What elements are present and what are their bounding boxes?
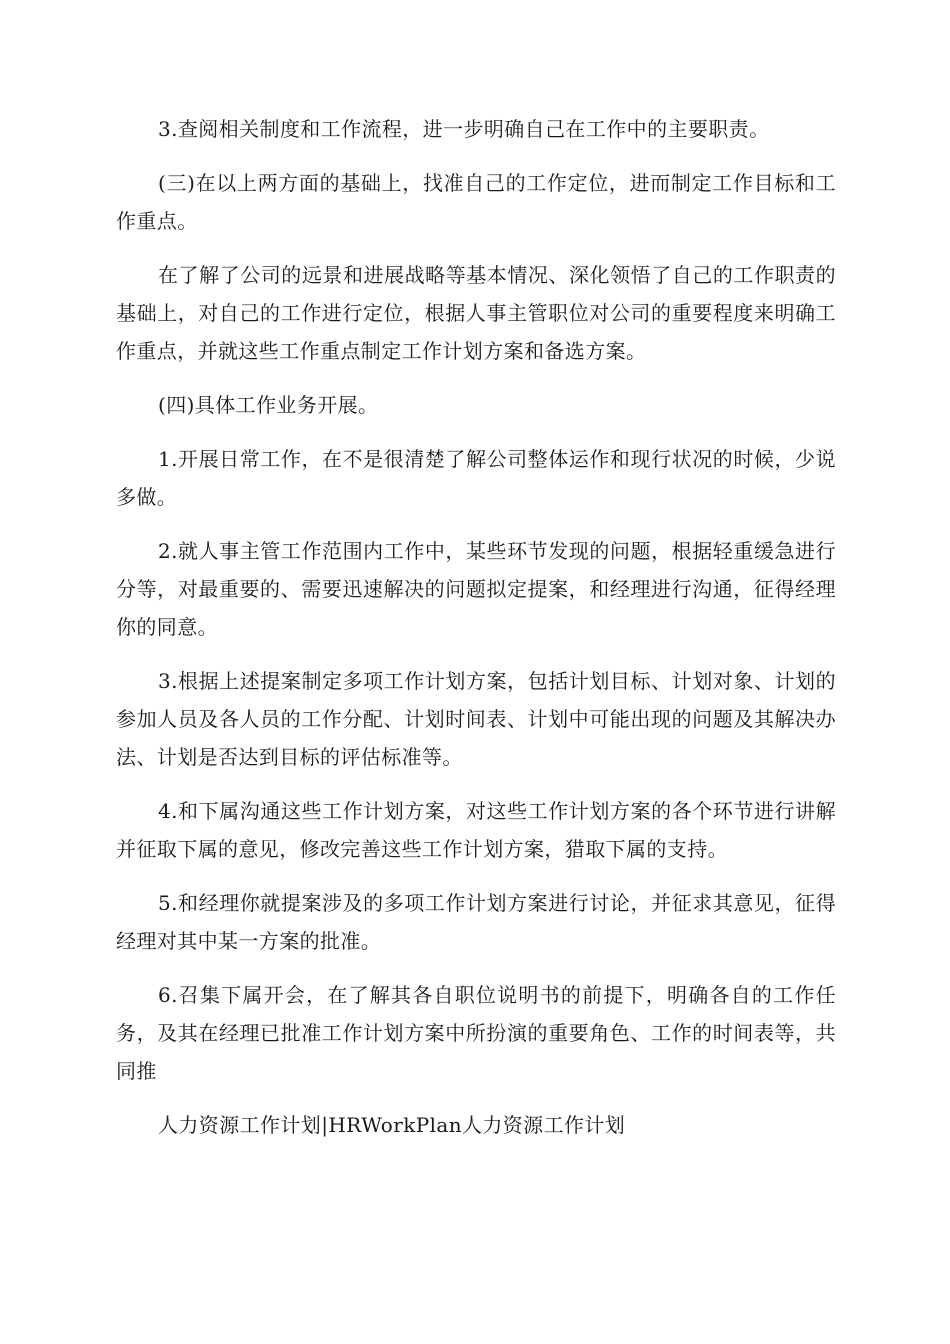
paragraph-item-4: 4.和下属沟通这些工作计划方案，对这些工作计划方案的各个环节进行讲解并征取下属的意见，修改完善这些工作计划方案，猎取下属的支持。	[116, 799, 836, 861]
footer-title: 人力资源工作计划|HRWorkPlan人力资源工作计划	[158, 1113, 626, 1137]
paragraph-item-3: 3.根据上述提案制定多项工作计划方案，包括计划目标、计划对象、计划的参加人员及各人员的工作分配、计划时间表、计划中可能出现的问题及其解决办法、计划是否达到目标的评估标准等。	[116, 669, 836, 769]
paragraph-item-6: 6.召集下属开会，在了解其各自职位说明书的前提下，明确各自的工作任务，及其在经理已批准工作计划方案中所扮演的重要角色、工作的时间表等，共同推	[116, 983, 836, 1083]
paragraph-section-3: (三)在以上两方面的基础上，找准自己的工作定位，进而制定工作目标和工作重点。	[116, 171, 836, 233]
paragraph-step-3-review: 3.查阅相关制度和工作流程，进一步明确自己在工作中的主要职责。	[158, 117, 770, 141]
paragraph-section-4: (四)具体工作业务开展。	[158, 393, 379, 417]
paragraph-item-2: 2.就人事主管工作范围内工作中，某些环节发现的问题，根据轻重缓急进行分等，对最重要的、需要迅速解决的问题拟定提案，和经理进行沟通，征得经理你的同意。	[116, 539, 836, 639]
paragraph-item-5: 5.和经理你就提案涉及的多项工作计划方案进行讨论，并征求其意见，征得经理对其中某一方案的批准。	[116, 891, 836, 953]
paragraph-positioning: 在了解了公司的远景和进展战略等基本情况、深化领悟了自己的工作职责的基础上，对自己的工作进行定位，根据人事主管职位对公司的重要程度来明确工作重点，并就这些工作重点制定工作计划方案和备选方案。	[116, 263, 836, 363]
paragraph-item-1: 1.开展日常工作，在不是很清楚了解公司整体运作和现行状况的时候，少说多做。	[116, 447, 836, 509]
document-body	[116, 110, 836, 1160]
